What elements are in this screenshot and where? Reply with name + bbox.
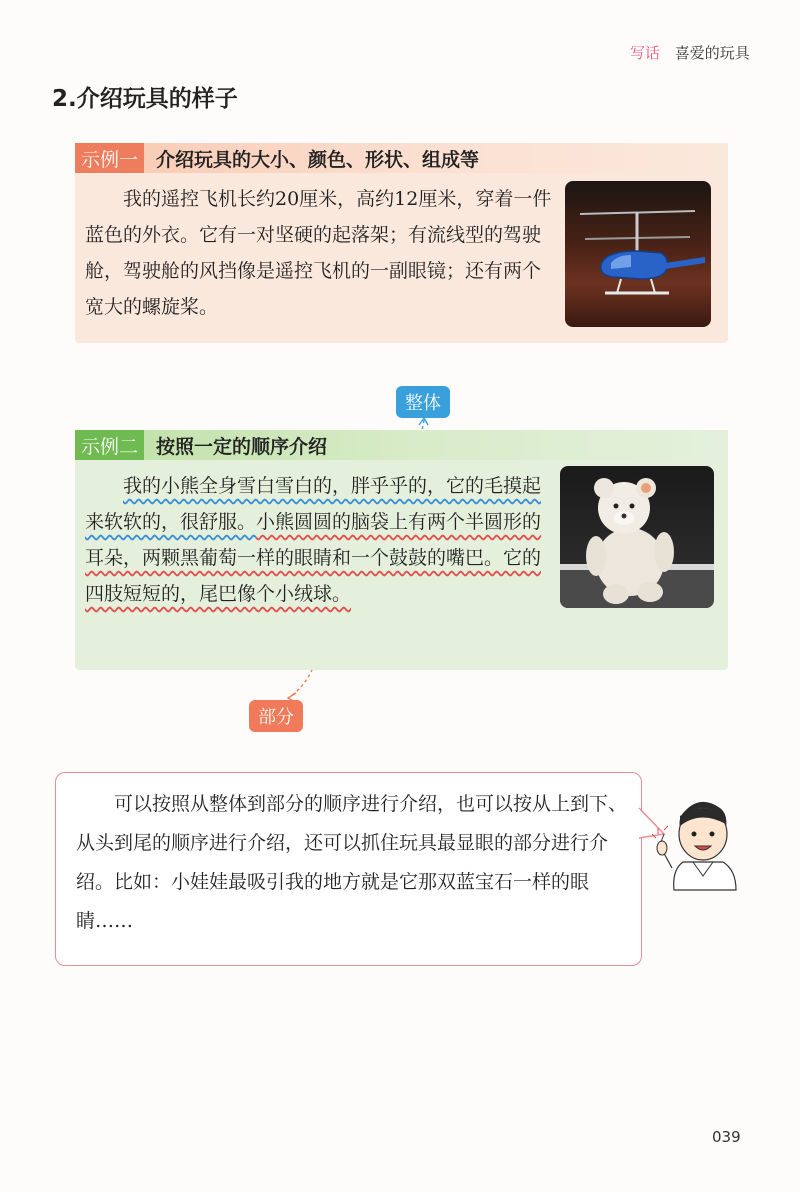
boy-illustration: [650, 790, 750, 900]
part-label: 部分: [249, 700, 303, 732]
page-header: [630, 42, 750, 63]
boy-avatar: [650, 790, 750, 904]
header-section: 写话: [630, 44, 661, 62]
teddy-bear-photo: [560, 466, 714, 608]
header-title: 喜爱的玩具: [674, 44, 750, 62]
part-description: 小熊圆圆的脑袋上有两个半圆形的耳朵，两颗黑葡萄一样的眼睛和一个鼓鼓的嘴巴。它的四肢短短的，尾巴像个小绒球。: [85, 511, 542, 605]
whole-label: 整体: [396, 386, 450, 418]
example-two-title: 按照一定的顺序介绍: [156, 435, 328, 458]
teddy-bear-illustration: [560, 466, 714, 608]
example-one-box: [75, 143, 728, 343]
example-one-text: 我的遥控飞机长约20厘米，高约12厘米，穿着一件蓝色的外衣。它有一对坚硬的起落架；有流线型的驾驶舱，驾驶舱的风挡像是遥控飞机的一副眼镜；还有两个宽大的螺旋桨。: [85, 188, 552, 318]
whole-description: 我的小熊全身雪白雪白的，胖乎乎的，它的毛摸起来软软的，很舒服。: [85, 475, 542, 533]
example-two-tag: 示例二: [75, 430, 144, 460]
example-two-text: [85, 468, 553, 612]
example-one-title: 介绍玩具的大小、颜色、形状、组成等: [156, 148, 480, 171]
tip-text: 可以按照从整体到部分的顺序进行介绍，也可以按从上到下、从头到尾的顺序进行介绍，还可以抓住玩具最显眼的部分进行介绍。比如：小娃娃最吸引我的地方就是它那双蓝宝石一样的眼睛……: [76, 793, 628, 932]
section-title: 2.介绍玩具的样子: [52, 86, 238, 112]
tip-bubble: [55, 772, 642, 966]
helicopter-illustration: [565, 181, 711, 327]
helicopter-photo: [565, 181, 711, 327]
page-number: 039: [712, 1128, 741, 1146]
example-one-header: [75, 143, 728, 173]
example-two-header: [75, 430, 728, 460]
example-one-tag: 示例一: [75, 143, 144, 173]
example-two-box: [75, 430, 728, 670]
